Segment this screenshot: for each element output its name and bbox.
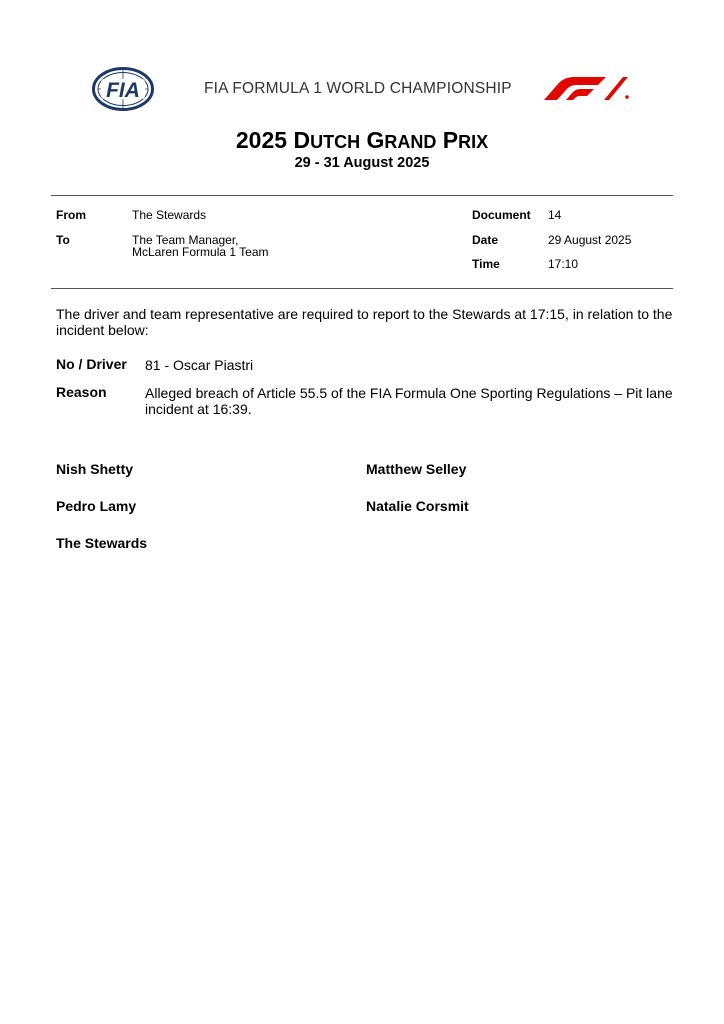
fia-logo-text: FIA (106, 79, 140, 102)
event-word: GRAND (366, 127, 437, 153)
to-label: To (56, 233, 70, 247)
event-word: DUTCH (293, 127, 361, 153)
steward-name: Nish Shetty (56, 461, 134, 477)
divider (51, 288, 673, 289)
time-value: 17:10 (548, 257, 579, 271)
from-value: The Stewards (132, 208, 207, 222)
fia-logo-icon (92, 67, 154, 111)
date-label: Date (472, 233, 499, 247)
f1-logo-icon (542, 76, 630, 100)
to-value-line2: McLaren Formula 1 Team (132, 245, 269, 259)
document-value: 14 (548, 208, 562, 222)
date-value: 29 August 2025 (548, 233, 632, 247)
event-year: 2025 (235, 127, 288, 153)
steward-name: Pedro Lamy (56, 498, 137, 514)
intro-line-2: incident below: (56, 322, 149, 338)
reason-line-1: Alleged breach of Article 55.5 of the FIA Formula One Sporting Regulations – Pit lane (145, 385, 673, 401)
championship-title: FIA FORMULA 1 WORLD CHAMPIONSHIP (204, 80, 512, 97)
time-label: Time (472, 257, 500, 271)
event-dates: 29 - 31 August 2025 (294, 155, 430, 171)
driver-value: 81 - Oscar Piastri (145, 357, 254, 373)
divider (51, 195, 673, 196)
intro-line-1: The driver and team representative are required to report to the Stewards at 17:15, in relation to the (56, 306, 673, 322)
document-label: Document (472, 208, 531, 222)
stewards-signoff: The Stewards (56, 535, 148, 551)
event-title (0, 127, 724, 154)
reason-line-2: incident at 16:39. (145, 401, 252, 417)
from-label: From (56, 208, 86, 222)
reason-label: Reason (56, 384, 107, 400)
to-value-line1: The Team Manager, (132, 233, 239, 247)
steward-name: Matthew Selley (366, 461, 467, 477)
steward-name: Natalie Corsmit (366, 498, 469, 514)
event-word: PRIX (442, 127, 489, 153)
driver-label: No / Driver (56, 356, 127, 372)
